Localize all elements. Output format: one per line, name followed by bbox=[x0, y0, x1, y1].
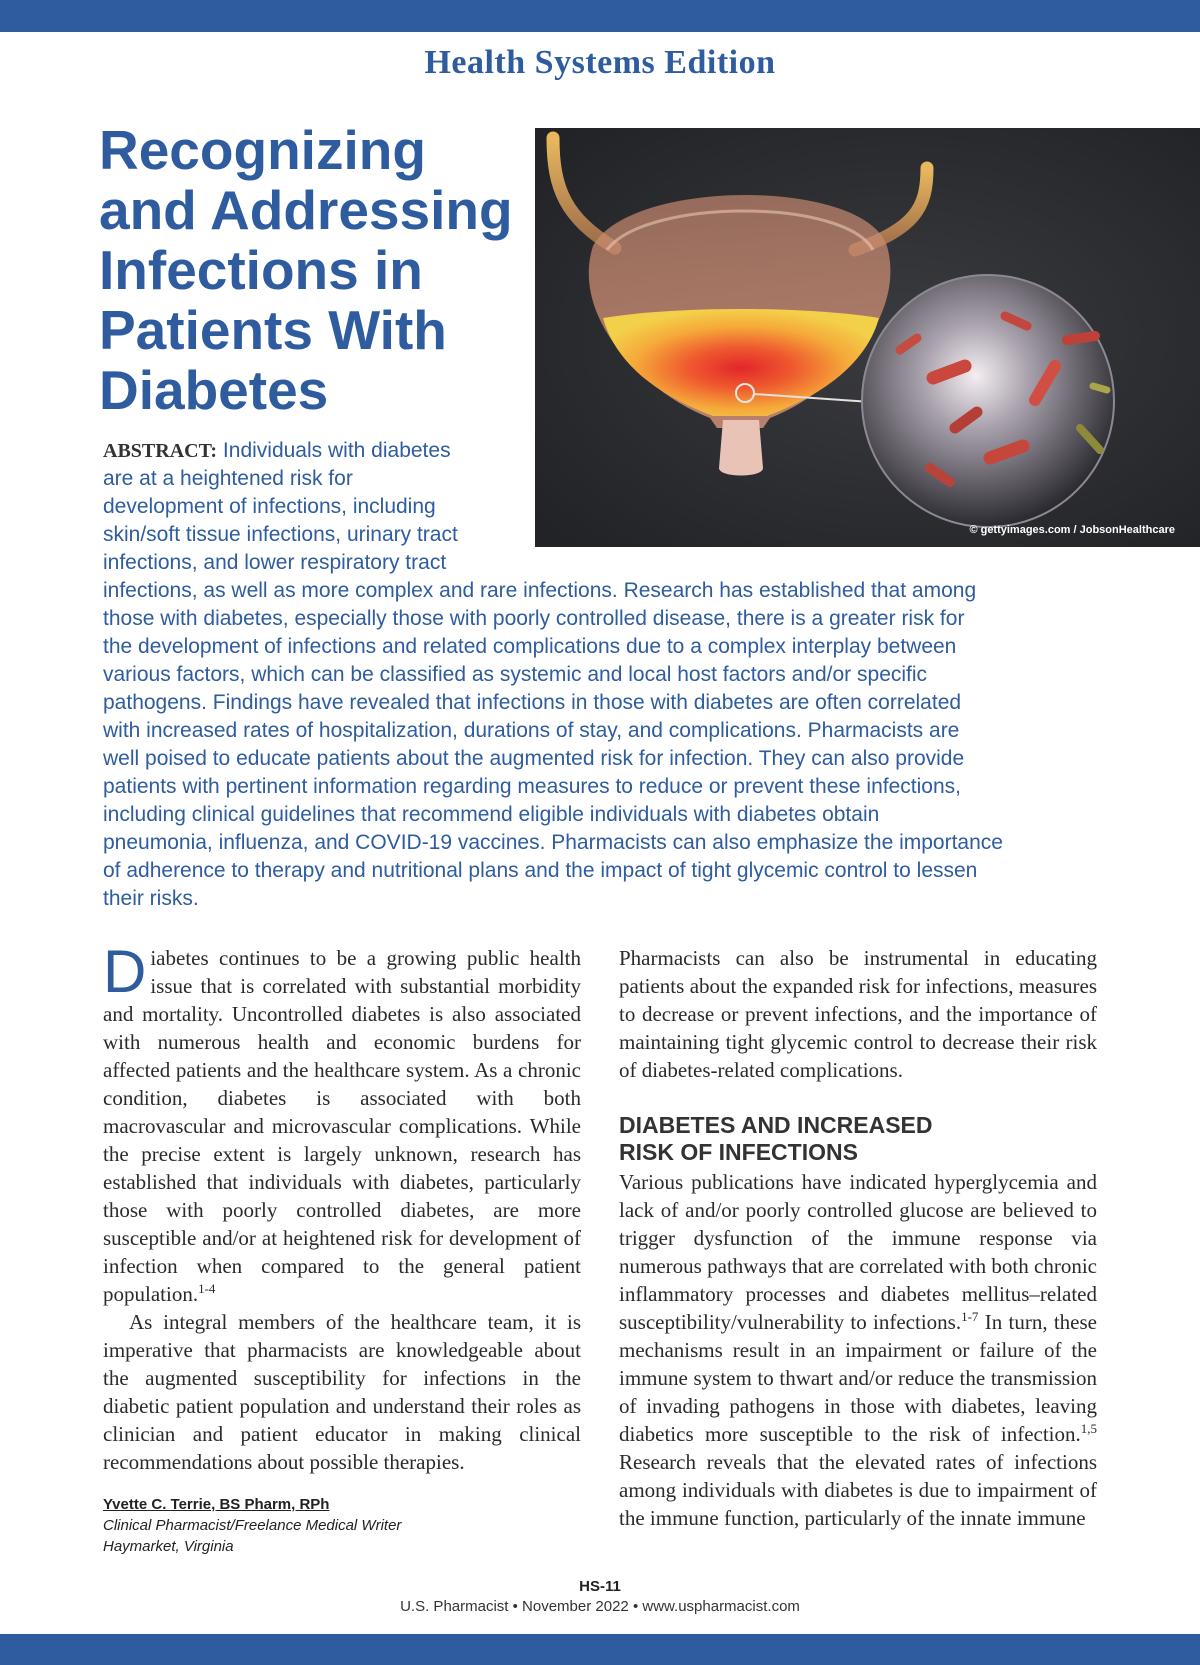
top-color-bar bbox=[0, 0, 1200, 32]
body-paragraph bbox=[103, 938, 581, 1308]
abstract-line: including clinical guidelines that recommend eligible individuals with diabetes obtain bbox=[103, 803, 880, 826]
figure-credit: © gettyimages.com / JobsonHealthcare bbox=[969, 524, 1175, 536]
abstract-line: various factors, which can be classified as systemic and local host factors and/or specific bbox=[103, 663, 928, 686]
bottom-color-bar bbox=[0, 1634, 1200, 1665]
abstract-line: patients with pertinent information regarding measures to reduce or prevent these infections, bbox=[103, 775, 961, 798]
page-footer bbox=[0, 1577, 1200, 1617]
section-heading-line: DIABETES AND INCREASED bbox=[619, 1112, 933, 1138]
abstract-line: infections, as well as more complex and rare infections. Research has established that among bbox=[103, 579, 977, 602]
section-heading-line: RISK OF INFECTIONS bbox=[619, 1139, 858, 1165]
paragraph-text: iabetes continues to be a growing public health issue that is correlated with substantial morbidity and mortality. Uncontrolled diabetes is also associated with numerous health and economic burdens for affected patients and the healthcare system. As a chronic condition, diabetes is associated with both macrovascular and microvascular complications. While the precise extent is largely unknown, research has established that individuals with diabetes, particularly those with poorly controlled diabetes, are more susceptible and/or at heightened risk for development of infection when compared to the general patient population. bbox=[103, 946, 581, 1306]
abstract-line: those with diabetes, especially those with poorly controlled disease, there is a greater risk for bbox=[103, 607, 965, 630]
body-paragraph: Pharmacists can also be instrumental in educating patients about the expanded risk for infections, measures to decrease or prevent infections, and the importance of maintaining tight glycemic control to decrease their risk of diabetes-related complications. bbox=[619, 946, 1097, 1082]
abstract-line: the development of infections and related complications due to a complex interplay between bbox=[103, 635, 957, 658]
abstract-line: of adherence to therapy and nutritional plans and the impact of tight glycemic control to lessen bbox=[103, 859, 978, 882]
title-line: Recognizing bbox=[99, 119, 426, 181]
title-line: Diabetes bbox=[99, 359, 329, 421]
author-name: Yvette C. Terrie, BS Pharm, RPh bbox=[103, 1496, 330, 1513]
title-line: and Addressing bbox=[99, 179, 513, 241]
page-number: HS-11 bbox=[579, 1578, 621, 1595]
reference-superscript: 1-7 bbox=[961, 1309, 979, 1324]
abstract-line: development of infections, including bbox=[103, 495, 436, 518]
abstract-lead: ABSTRACT: bbox=[103, 440, 218, 462]
edition-header: Health Systems Edition bbox=[424, 44, 776, 81]
abstract-line: well poised to educate patients about the augmented risk for infection. They can also provide bbox=[103, 747, 965, 770]
body-paragraph: As integral members of the healthcare team, it is imperative that pharmacists are knowledgeable about the augmented susceptibility for infections in the diabetic patient population and understand their roles as clinician and patient educator in making clinical recommendations about possible therapies. bbox=[103, 1310, 581, 1474]
title-line: Patients With bbox=[99, 299, 447, 361]
reference-superscript: 1,5 bbox=[1080, 1421, 1097, 1436]
abstract-line: are at a heightened risk for bbox=[103, 467, 353, 490]
abstract-line: skin/soft tissue infections, urinary tract bbox=[103, 523, 458, 546]
body-paragraph bbox=[619, 1168, 1097, 1532]
abstract bbox=[103, 437, 1103, 913]
abstract-line: infections, and lower respiratory tract bbox=[103, 551, 447, 574]
paragraph-text: Various publications have indicated hyperglycemia and lack of and/or poorly controlled glucose are believed to trigger dysfunction of the immune response via numerous pathways that are correlated with both chronic inflammatory processes and diabetes mellitus–related susceptibility/vulnerability to infections. bbox=[619, 1170, 1097, 1334]
paragraph-text: Research reveals that the elevated rates of infections among individuals with diabetes is due to impairment of the immune function, particularly of the innate immune bbox=[619, 1450, 1097, 1530]
publication-line: U.S. Pharmacist • November 2022 • www.uspharmacist.com bbox=[400, 1598, 800, 1615]
abstract-line bbox=[103, 437, 1103, 465]
author-location: Haymarket, Virginia bbox=[103, 1538, 234, 1555]
section-heading bbox=[619, 1112, 1097, 1166]
author-block bbox=[103, 1494, 573, 1557]
abstract-line: pneumonia, influenza, and COVID-19 vaccines. Pharmacists can also emphasize the importance bbox=[103, 831, 1003, 854]
reference-superscript: 1-4 bbox=[198, 1281, 216, 1296]
abstract-text: Individuals with diabetes bbox=[217, 439, 451, 462]
abstract-line: with increased rates of hospitalization, durations of stay, and complications. Pharmacists are bbox=[103, 719, 960, 742]
author-role: Clinical Pharmacist/Freelance Medical Writer bbox=[103, 1517, 402, 1534]
article-title bbox=[99, 120, 519, 420]
paragraph-text: In turn, these mechanisms result in an impairment or failure of the immune system to thwart and/or reduce the transmission of invading pathogens in those with diabetes, leaving diabetics more susceptible to the risk of infection. bbox=[619, 1310, 1097, 1446]
abstract-line: pathogens. Findings have revealed that infections in those with diabetes are often correlated bbox=[103, 691, 962, 714]
body-column-left bbox=[103, 938, 581, 1476]
abstract-line: their risks. bbox=[103, 887, 199, 910]
title-line: Infections in bbox=[99, 239, 423, 301]
body-column-right bbox=[619, 944, 1097, 1532]
drop-cap: D bbox=[103, 938, 147, 1005]
